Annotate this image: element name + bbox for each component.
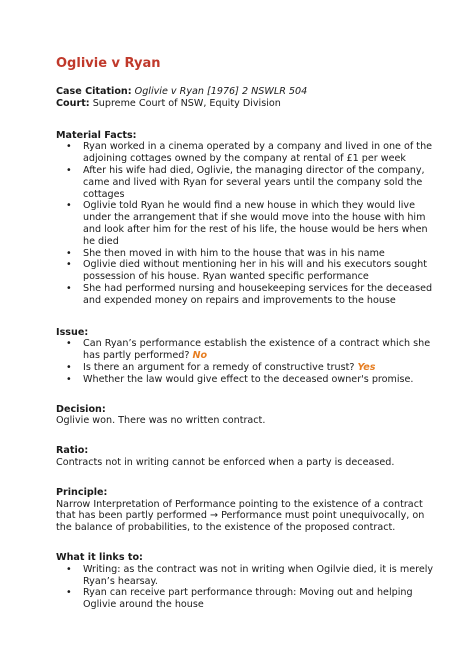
- issue-heading: Issue:: [56, 326, 89, 338]
- case-citation-value: Oglivie v Ryan [1976] 2 NSWLR 504: [134, 86, 308, 97]
- court-value: Supreme Court of NSW, Equity Division: [92, 97, 281, 109]
- links-list: [56, 564, 434, 611]
- case-citation-label: Case Citation:: [56, 86, 132, 97]
- list-item: • She had performed nursing and housekeeping services for the deceased and expended money on repairs and improvements to the house: [83, 283, 434, 307]
- ratio-text: Contracts not in writing cannot be enforced when a party is deceased.: [56, 456, 395, 468]
- principle-text: Narrow Interpretation of Performance pointing to the existence of a contract that has been partly performed → Performance must point unequivocally, on the balance of probabilities, to the existence of the proposed contract.: [56, 498, 425, 534]
- issue-answer: No: [192, 350, 208, 362]
- material-facts-section: [56, 130, 434, 307]
- court: [56, 98, 434, 110]
- ratio-section: [56, 445, 434, 469]
- list-item: • She then moved in with him to the house that was in his name: [83, 248, 434, 260]
- decision-text: Oglivie won. There was no written contract.: [56, 415, 266, 427]
- court-label: Court:: [56, 97, 90, 109]
- issue-answer: Yes: [357, 361, 376, 373]
- material-facts-list: [56, 141, 434, 306]
- issue-text: Is there an argument for a remedy of constructive trust?: [83, 361, 358, 373]
- case-citation: [56, 86, 434, 98]
- issue-text: Can Ryan’s performance establish the existence of a contract which she has partly performed?: [83, 338, 431, 362]
- principle-heading: Principle:: [56, 486, 108, 498]
- list-item: [83, 362, 434, 374]
- list-item: • Writing: as the contract was not in writing when Ogilvie died, it is merely Ryan’s hearsay.: [83, 564, 434, 588]
- document-title: Oglivie v Ryan: [56, 56, 161, 71]
- issue-section: [56, 327, 434, 386]
- links-heading: What it links to:: [56, 551, 143, 563]
- list-item: • Oglivie died without mentioning her in his will and his executors sought possession of his house. Ryan wanted specific performance: [83, 259, 434, 283]
- principle-section: [56, 487, 434, 534]
- links-section: [56, 552, 434, 611]
- material-facts-heading: Material Facts:: [56, 129, 137, 141]
- list-item: [83, 374, 434, 386]
- ratio-heading: Ratio:: [56, 445, 89, 457]
- list-item: [83, 338, 434, 362]
- issue-list: [56, 338, 434, 385]
- list-item: • Ryan worked in a cinema operated by a company and lived in one of the adjoining cottages owned by the company at rental of £1 per week: [83, 141, 434, 165]
- list-item: • After his wife had died, Oglivie, the managing director of the company, came and lived with Ryan for several years until the company sold the cottages: [83, 165, 434, 200]
- issue-text: Whether the law would give effect to the deceased owner's promise.: [83, 373, 414, 385]
- list-item: • Ryan can receive part performance through: Moving out and helping Oglivie around the house: [83, 587, 434, 611]
- decision-section: [56, 404, 434, 428]
- decision-heading: Decision:: [56, 403, 106, 415]
- list-item: • Oglivie told Ryan he would find a new house in which they would live under the arrangement that if she would move into the house with him and look after him for the rest of his life, the house would be hers when he died: [83, 200, 434, 247]
